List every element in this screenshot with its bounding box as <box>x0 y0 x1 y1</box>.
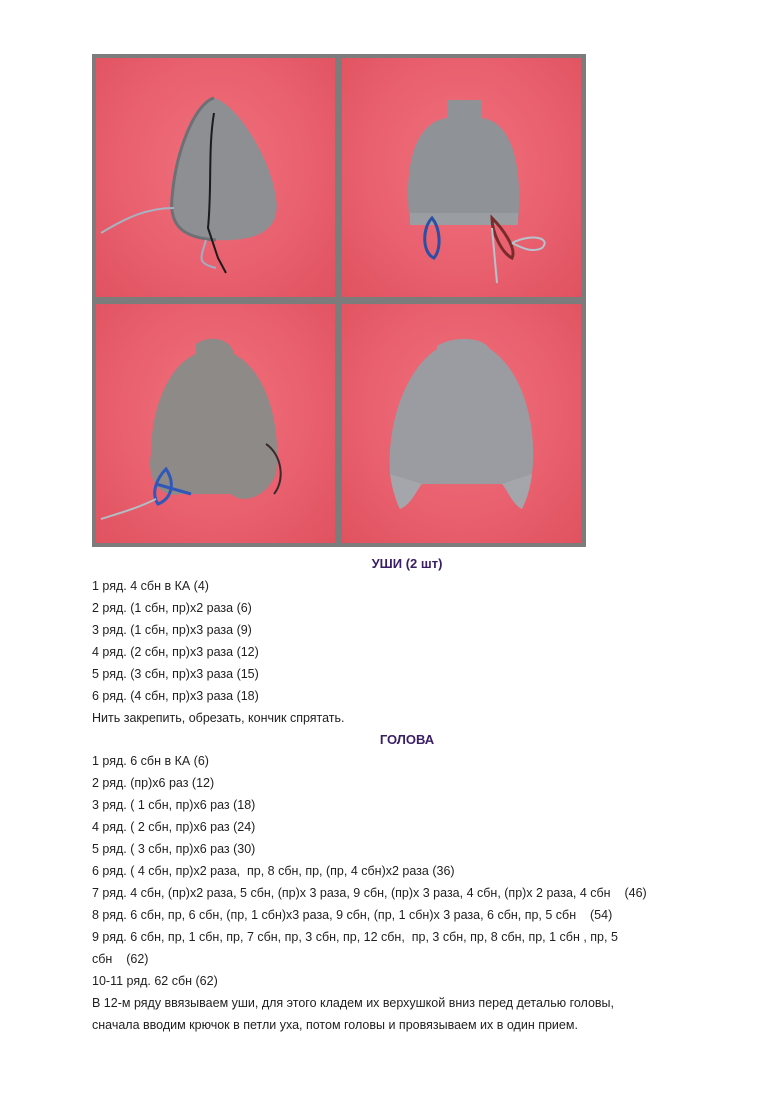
crochet-cap-image-2 <box>342 58 581 297</box>
photo-cap-stage-1 <box>96 58 335 297</box>
crochet-cap-image-3 <box>96 304 335 543</box>
ears-finish-note: Нить закрепить, обрезать, кончик спрятать. <box>92 711 345 725</box>
photo-grid <box>92 54 586 547</box>
head-row-4: 4 ряд. ( 2 сбн, пр)х6 раз (24) <box>92 820 256 834</box>
crochet-cap-image-4 <box>342 304 581 543</box>
ears-row-4: 4 ряд. (2 сбн, пр)х3 раза (12) <box>92 645 259 659</box>
head-row-6: 6 ряд. ( 4 сбн, пр)х2 раза, пр, 8 сбн, пр, (пр, 4 сбн)х2 раза (36) <box>92 864 455 878</box>
head-row-7: 7 ряд. 4 сбн, (пр)х2 раза, 5 сбн, (пр)х 3 раза, 9 сбн, (пр)х 3 раза, 4 сбн, (пр)х 2 раза, 4 сбн (46) <box>92 886 647 900</box>
head-row-9-cont: сбн (62) <box>92 952 149 966</box>
head-row-8: 8 ряд. 6 сбн, пр, 6 сбн, (пр, 1 сбн)х3 раза, 9 сбн, (пр, 1 сбн)х 3 раза, 6 сбн, пр, 5 сбн (54) <box>92 908 613 922</box>
crochet-cap-image-1 <box>96 58 335 297</box>
head-row-5: 5 ряд. ( 3 сбн, пр)х6 раз (30) <box>92 842 256 856</box>
head-row-9: 9 ряд. 6 сбн, пр, 1 сбн, пр, 7 сбн, пр, 3 сбн, пр, 12 сбн, пр, 3 сбн, пр, 8 сбн, пр, 1 сбн , пр, 5 <box>92 930 618 944</box>
ears-row-1: 1 ряд. 4 сбн в КА (4) <box>92 579 209 593</box>
ears-row-6: 6 ряд. (4 сбн, пр)х3 раза (18) <box>92 689 259 703</box>
photo-cap-stage-4 <box>342 304 581 543</box>
head-row-10-11: 10-11 ряд. 62 сбн (62) <box>92 974 218 988</box>
photo-cap-stage-2 <box>342 58 581 297</box>
photo-cap-stage-3 <box>96 304 335 543</box>
head-row-12-note-2: сначала вводим крючок в петли уха, потом головы и провязываем их в один прием. <box>92 1018 578 1032</box>
ears-row-2: 2 ряд. (1 сбн, пр)х2 раза (6) <box>92 601 252 615</box>
head-row-2: 2 ряд. (пр)х6 раз (12) <box>92 776 215 790</box>
ears-row-3: 3 ряд. (1 сбн, пр)х3 раза (9) <box>92 623 252 637</box>
head-row-3: 3 ряд. ( 1 сбн, пр)х6 раз (18) <box>92 798 256 812</box>
ears-row-5: 5 ряд. (3 сбн, пр)х3 раза (15) <box>92 667 259 681</box>
head-heading: ГОЛОВА <box>379 732 435 747</box>
ears-heading: УШИ (2 шт) <box>371 556 443 571</box>
head-row-1: 1 ряд. 6 сбн в КА (6) <box>92 754 209 768</box>
head-row-12-note-1: В 12-м ряду ввязываем уши, для этого кладем их верхушкой вниз перед деталью головы, <box>92 996 615 1010</box>
